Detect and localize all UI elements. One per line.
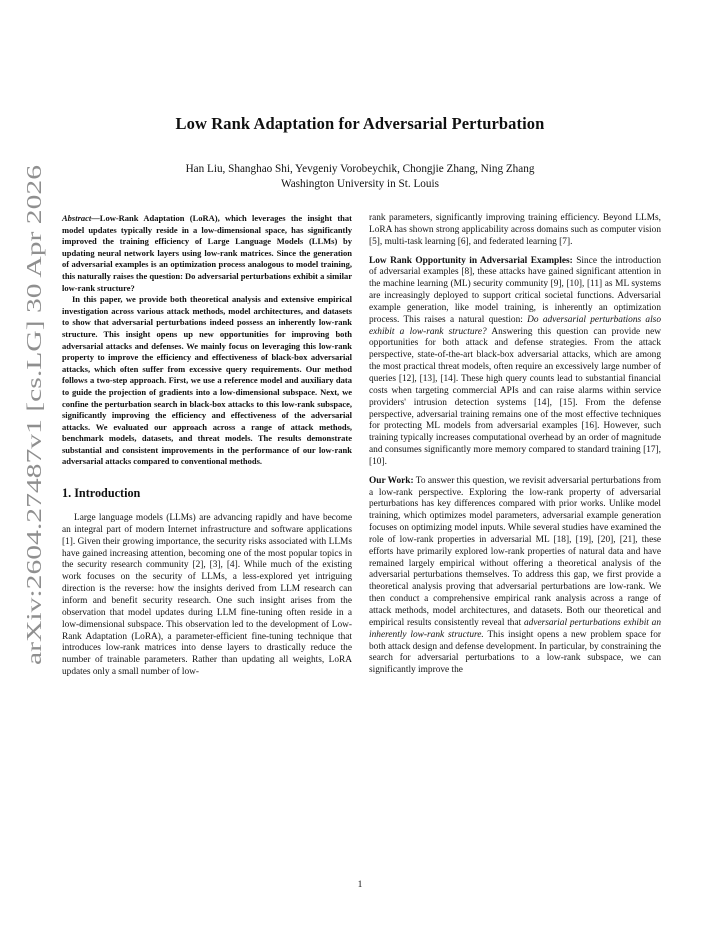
low-rank-opportunity-text-a: Since the introduction of adversarial examples [8], these attacks have gained significant attention in the machine learning (ML) security community [9], [10], [11] as ML systems are increasingly deployed to support critical societal functions. Adversarial example generation, like model training, is inherently an optimization process. This raises a natural question: xyxy=(369,255,662,325)
our-work-key-finding: adversarial perturbations exhibit an inherently low-rank structure. xyxy=(369,617,661,640)
low-rank-research-question: Do adversarial perturbations also exhibit a low-rank structure? xyxy=(369,314,661,337)
affiliation: Washington University in St. Louis xyxy=(281,178,439,190)
left-column xyxy=(62,213,352,679)
abstract xyxy=(62,213,352,468)
our-work-text-a: To answer this question, we revisit adversarial perturbations from a low-rank perspective. Exploring the low-rank property of adversarial perturbations has key differences compared with prior works. Unlike model training, which optimizes model parameters, adversarial example generation focuses on optimizing model inputs. While several studies have examined the role of low-rank properties in adversarial ML [18], [19], [20], [21], these efforts have primarily explored low-rank properties of natural data and have remained largely empirical without offering a theoretical analysis of the adversarial perturbations themselves. To address this gap, we first provide a theoretical analysis proving that adversarial perturbations are low-rank. We then conduct a comprehensive empirical rank analysis across a range of attack methods, model architectures, and datasets. Both our theoretical and empirical results consistently reveal that xyxy=(369,475,661,628)
page-number: 1 xyxy=(357,880,363,890)
author-list: Han Liu, Shanghao Shi, Yevgeniy Vorobeychik, Chongjie Zhang, Ning Zhang xyxy=(185,163,535,175)
low-rank-opportunity-text-b: Answering this question can provide new opportunities for both attack and defense strategies. From the attack perspective, state-of-the-art black-box adversarial attacks, which are among the most practical threat models, often require an excessively large number of queries [12], [13], [14]. These high query counts lead to substantial financial costs when targeting commercial APIs and can raise alarms within service providers' intrusion detection systems [14], [15]. From the defense perspective, adversarial training remains one of the most effective techniques for protecting ML models from adversarial examples [16]. However, such training typically increases computational overhead by an order of magnitude and consumes significantly more memory compared to standard training [17], [10]. xyxy=(369,326,661,467)
author-block xyxy=(60,162,660,192)
low-rank-opportunity-heading: Low Rank Opportunity in Adversarial Examples: xyxy=(369,255,573,266)
arxiv-identifier-text: arXiv:2604.27487v1 [cs.LG] 30 Apr 2026 xyxy=(22,310,46,665)
our-work-text-b: This insight opens a new problem space for both attack design and defense development. In particular, by constraining the search for adversarial perturbations to a low-rank subspace, we can significantly improve the xyxy=(369,629,661,676)
paper-title: Low Rank Adaptation for Adversarial Perturbation xyxy=(175,114,545,133)
abstract-text-1: —Low-Rank Adaptation (LoRA), which leverages the insight that model updates typically reside in a low-dimensional space, has significantly improved the training efficiency of Large Language Models (LLMs) by updating neural network layers using low-rank matrices. Since the generation of adversarial examples is an optimization process analogous to model training, this naturally raises the question: Do adversarial perturbations exhibit a similar low-rank structure? xyxy=(62,213,352,293)
right-column xyxy=(369,213,661,677)
abstract-paragraph-2: In this paper, we provide both theoretical analysis and extensive empirical investigation across various attack methods, model architectures, and datasets to show that adversarial perturbations indeed possess an inherently low-rank structure. This insight opens up new opportunities for improving both adversarial attacks and defenses. We mainly focus on leveraging this low-rank property to improve the efficiency and effectiveness of black-box adversarial attacks, which often suffer from excessive query requirements. Our method follows a two-step approach. First, we use a reference model and auxiliary data to guide the projection of gradients into a low-dimensional subspace. Next, we confine the perturbation search in black-box attacks to this low-rank subspace, significantly improving the efficiency and effectiveness of the adversarial attacks. We evaluated our approach across a range of attack methods, benchmark models, datasets, and threat models. The results demonstrate substantial and consistent improvements in the performance of our low-rank adversarial attacks compared to conventional methods. xyxy=(62,294,352,467)
our-work-heading: Our Work: xyxy=(369,475,414,486)
section-heading-introduction: 1. Introduction xyxy=(62,486,141,501)
abstract-label: Abstract xyxy=(62,213,92,223)
our-work-paragraph xyxy=(369,476,661,677)
introduction-paragraph-1: Large language models (LLMs) are advancing rapidly and have become an integral part of modern Internet infrastructure and software applications [1]. Given their growing importance, the security risks associated with LLMs have gained increasing attention, becoming one of the most popular topics in the security research community [2], [3], [4]. While much of the existing work focuses on the security of LLMs, a less-explored yet intriguing direction is the reverse: how the insights derived from LLM research can inform and benefit security research. One such insight arises from the observation that model updates during LLM fine-tuning often reside in a low-dimensional subspace. This observation led to the development of Low-Rank Adaptation (LoRA), a parameter-efficient fine-tuning technique that introduces low-rank matrices into dense layers to drastically reduce the number of trainable parameters. Rather than updating all weights, LoRA updates only a small number of low- xyxy=(62,513,352,678)
introduction-paragraph-1-continued: rank parameters, significantly improving training efficiency. Beyond LLMs, LoRA has shown strong applicability across domains such as computer vision [5], multi-task learning [6], and federated learning [7]. xyxy=(369,213,661,247)
abstract-paragraph-1 xyxy=(62,213,352,294)
arxiv-identifier-stamp xyxy=(14,160,50,680)
low-rank-opportunity-paragraph xyxy=(369,256,661,469)
